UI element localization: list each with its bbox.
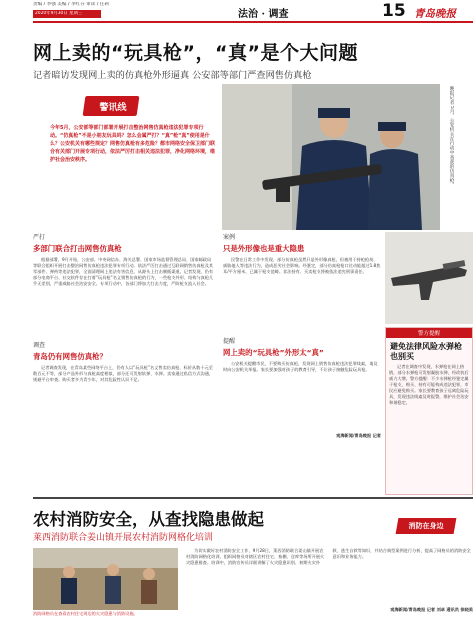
lead-headline: 网上卖的“玩具枪”，“真”是个大问题 [33,42,358,64]
photo-caption: 晚报记者 5月，公安机关在行动中查获的仿真枪。 [449,86,454,187]
sidebar-box [385,327,473,495]
section-title: 法治 · 调查 [238,9,289,20]
newspaper-logo: 青岛晚报 [414,8,456,20]
police-photo-illustration [222,84,440,230]
editor-line: 责编 / 李强 美编 / 李红芬 审读 / 任莉 [33,2,110,7]
section-tag-label: 警讯线 [99,103,127,113]
column-1 [33,232,215,339]
fire-body: 为切实做好农村消防安全工作，9月28日，莱西消防联合姜山镇开展农村消防网格化培训，组织网格员对辖区农村住宅、畜棚、仓库等场所开展火灾隐患排查。培训中，消防宣传员详细讲解了火灾隐患识别、初期火灾扑救、逃生自救等知识，并结合典型案例进行分析，提高了网格员的消防安全意识和业务能力。 [186,548,471,565]
col2-body: 记者调查发现，在青岛某些网络平台上，仍有人以“玩具枪”名义售卖仿真枪，标价从数十元至数百元不等，部分产品外形与真枪高度相似，部分还可发射软弹、水弹。卖家通过私信方式沟通，规避平台审查。购买者多为青少年，对其危险性认识不足。 [33,365,214,382]
col2-heading: 青岛仍有网售仿真枪？ [33,352,107,361]
police-photo [222,84,440,230]
fire-photo-illustration [33,548,178,610]
fire-photo-caption: 消防网格员在查看农村住宅周边的火灾隐患与消防设施。 [33,611,138,616]
col3-body: 民警在日常工作中发现，部分仿真枪虽然只是外形像真枪，但被用于持枪抢劫、威胁他人等违法行为，造成恶劣社会影响。经鉴定，部分仿真枪枪口比动能超过1.8焦耳/平方厘米，已属于枪支范畴。非法持有、买卖枪支将被依法追究刑事责任。 [223,257,381,274]
page-number: 15 [382,1,406,21]
gun-photo-illustration [385,232,473,324]
header-rule [33,21,473,23]
sidebar-kicker: 警方提醒 [386,328,472,338]
col4-heading: 网上卖的“玩具枪”外形太“真” [223,348,324,357]
col1-heading: 多部门联合打击网售仿真枪 [33,244,122,253]
col2-kicker: 调查 [33,342,46,349]
gun-photo [385,232,473,324]
sidebar-headline: 避免法律风险水弹枪也别买 [390,342,462,361]
sidebar-body: 记者在调查中发现，水弹枪在网上热销，部分水弹枪可发射凝胶水弹，经改装后威力大增。警方提醒：不少水弹枪经鉴定属于枪支，购买、持有可能构成违法犯罪，市民应避免购买。家长要教育孩子远离危险玩具，发现违法线索及时报警，维护社会治安和谐稳定。 [389,364,469,405]
column-4 [223,336,381,439]
fire-photo [33,548,178,610]
section-divider [33,497,473,499]
column-2 [33,340,215,453]
fire-tag-label: 消防在身边 [408,522,444,530]
fire-subhead: 莱西消防联合姜山镇开展农村消防网格化培训 [33,533,214,543]
lead-intro: 今年5月，公安部等部门部署开展打击整治网售仿真枪违法犯罪专项行动。“仿真枪”不是小朋友玩具吗？怎么会属严打？“真”枪“真”使用是什么？公安机关有哪些规定？网售仿真枪有多危险？都市网络安全保卫部门联合有关部门开展专项行动，依法严厉打击相关违法犯罪，净化网络环境，维护社会治安秩序。 [50,125,215,163]
column-3 [223,232,381,329]
col4-kicker: 提醒 [223,338,236,345]
col4-body: 公安机关提醒市民，不要购买仿真枪，发现网上销售仿真枪违法犯罪线索，请及时向公安机关举报。家长要加强对孩子的教育引导，不让孩子接触危险玩具枪。 [223,361,378,372]
col3-kicker: 案例 [223,234,236,241]
lead-subhead: 记者暗访发现网上卖的仿真枪外形逼真 公安部等部门严查网售仿真枪 [33,70,312,81]
fire-byline: 观海新闻/青岛晚报 记者 刘卓 通讯员 徐晓美 [390,607,473,612]
date-line: 2020年9月30日 星期三 [35,11,83,16]
masthead [0,0,475,22]
col1-body: 根据部署，9月开始，公安部、中央网信办、海关总署、国家市场监督管理总局、国家邮政局等联合组织开展打击整治网售仿真枪违法犯罪专项行动。依法严厉打击通过互联网销售仿真枪及其零部件、弹药等违法犯罪，全面清理网上违法有害信息，从源头上打击制贩渠道。记者发现，仍有部分电商平台、社交软件存在打着“玩具枪”名义销售仿真枪的行为，一些枪支外形、结构与真枪几乎无差别，严重威胁社会治安安全。专项行动中，各部门将加大打击力度，严防枪支流入社会。 [33,257,214,286]
col1-kicker: 严打 [33,234,46,241]
fire-headline: 农村消防安全，从查找隐患做起 [33,510,264,529]
lead-byline: 观海新闻/青岛晚报 记者 [336,433,381,438]
col3-heading: 只是外形像也是重大隐患 [223,244,305,253]
